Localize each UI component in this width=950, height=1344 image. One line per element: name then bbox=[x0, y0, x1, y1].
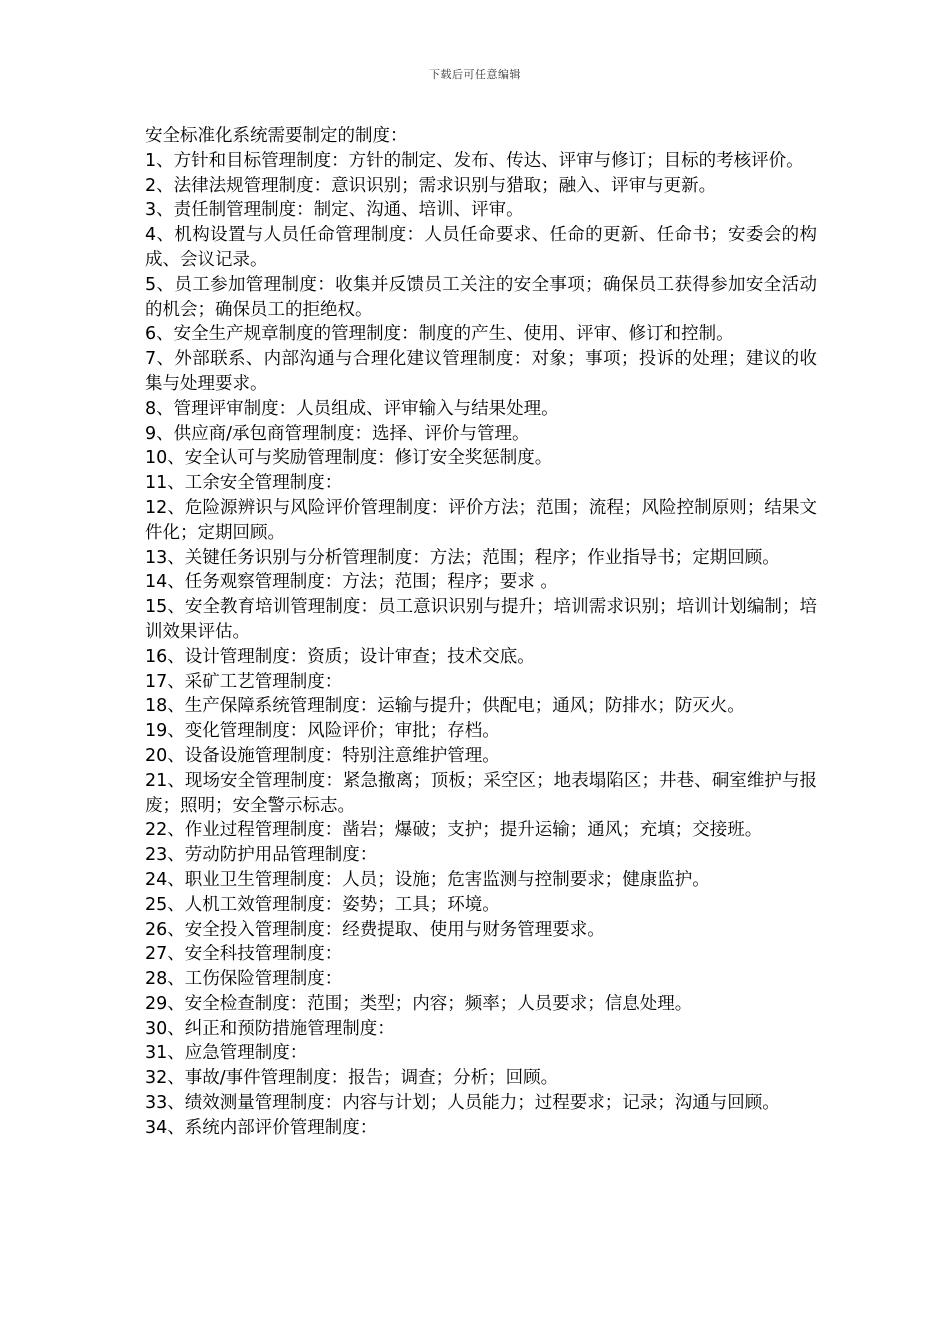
list-item: 12、危险源辨识与风险评价管理制度：评价方法；范围；流程；风险控制原则；结果文件化；定期回顾。 bbox=[145, 497, 817, 543]
list-item: 29、安全检查制度：范围；类型；内容；频率；人员要求；信息处理。 bbox=[145, 993, 693, 1014]
list-item: 25、人机工效管理制度：姿势；工具；环境。 bbox=[145, 894, 500, 915]
list-item: 11、工余安全管理制度： bbox=[145, 473, 343, 494]
document-title: 安全标准化系统需要制定的制度： bbox=[145, 126, 408, 146]
list-item: 31、应急管理制度： bbox=[145, 1043, 308, 1064]
list-item: 34、系统内部评价管理制度： bbox=[145, 1117, 378, 1138]
list-item: 20、设备设施管理制度：特别注意维护管理。 bbox=[145, 745, 500, 766]
list-item: 19、变化管理制度：风险评价；审批；存档。 bbox=[145, 721, 500, 742]
list-item: 7、外部联系、内部沟通与合理化建议管理制度：对象；事项；投诉的处理；建议的收集与处理要求。 bbox=[145, 349, 817, 394]
list-item: 27、安全科技管理制度： bbox=[145, 944, 343, 965]
document-body bbox=[145, 124, 817, 1141]
list-item: 21、现场安全管理制度：紧急撤离；顶板；采空区；地表塌陷区；井巷、硐室维护与报废；照明；安全警示标志。 bbox=[145, 770, 817, 816]
list-item: 24、职业卫生管理制度：人员；设施；危害监测与控制要求；健康监护。 bbox=[145, 869, 710, 890]
list-item: 32、事故/事件管理制度：报告；调查；分析；回顾。 bbox=[145, 1068, 559, 1089]
list-item: 2、法律法规管理制度：意识识别；需求识别与猎取；融入、评审与更新。 bbox=[145, 175, 717, 196]
list-item: 4、机构设置与人员任命管理制度：人员任命要求、任命的更新、任命书；安委会的构成、会议记录。 bbox=[145, 225, 817, 270]
list-item: 22、作业过程管理制度：凿岩；爆破；支护；提升运输；通风；充填；交接班。 bbox=[145, 820, 763, 841]
list-item: 15、安全教育培训管理制度：员工意识识别与提升；培训需求识别；培训计划编制；培训效果评估。 bbox=[145, 597, 817, 642]
list-item: 5、员工参加管理制度：收集并反馈员工关注的安全事项；确保员工获得参加安全活动的机会；确保员工的拒绝权。 bbox=[145, 274, 817, 320]
list-item: 14、任务观察管理制度：方法；范围；程序；要求 。 bbox=[145, 572, 558, 593]
list-item: 17、采矿工艺管理制度： bbox=[145, 671, 343, 692]
list-item: 9、供应商/承包商管理制度：选择、评价与管理。 bbox=[145, 423, 530, 444]
list-item: 16、设计管理制度：资质；设计审查；技术交底。 bbox=[145, 646, 535, 667]
list-item: 6、安全生产规章制度的管理制度：制度的产生、使用、评审、修订和控制。 bbox=[145, 324, 734, 345]
list-item: 18、生产保障系统管理制度：运输与提升；供配电；通风；防排水；防灭火。 bbox=[145, 696, 745, 717]
list-item: 13、关键任务识别与分析管理制度：方法；范围；程序；作业指导书；定期回顾。 bbox=[145, 547, 780, 568]
list-item: 30、纠正和预防措施管理制度： bbox=[145, 1018, 395, 1039]
list-item: 23、劳动防护用品管理制度： bbox=[145, 845, 378, 866]
list-item: 10、安全认可与奖励管理制度：修订安全奖惩制度。 bbox=[145, 448, 553, 469]
list-item: 8、管理评审制度：人员组成、评审输入与结果处理。 bbox=[145, 398, 559, 419]
list-item: 33、绩效测量管理制度：内容与计划；人员能力；过程要求；记录；沟通与回顾。 bbox=[145, 1093, 780, 1114]
list-item: 26、安全投入管理制度：经费提取、使用与财务管理要求。 bbox=[145, 919, 605, 940]
list-item: 1、方针和目标管理制度：方针的制定、发布、传达、评审与修订；目标的考核评价。 bbox=[145, 150, 804, 171]
page-header: 下载后可任意编辑 bbox=[429, 68, 521, 81]
list-item: 3、责任制管理制度：制定、沟通、培训、评审。 bbox=[145, 200, 524, 221]
list-item: 28、工伤保险管理制度： bbox=[145, 969, 343, 990]
